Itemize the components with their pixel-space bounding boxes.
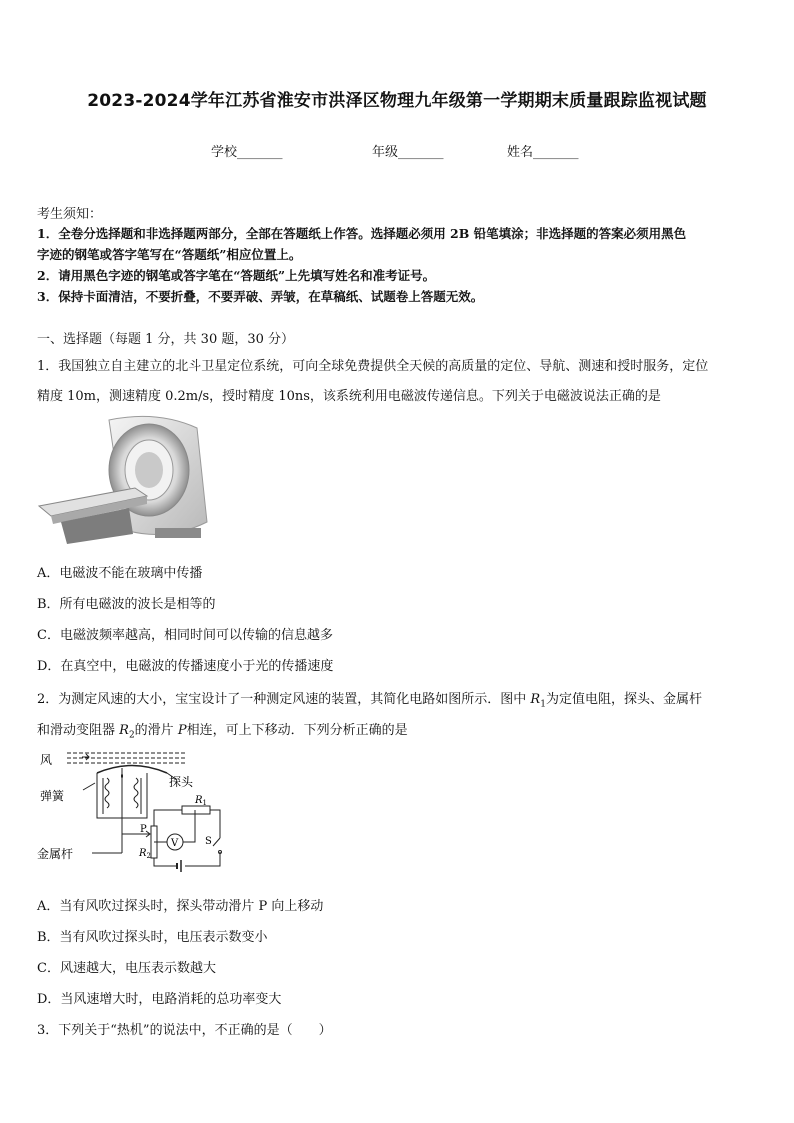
notice-item-1-cont: 字迹的钢笔或答字笔写在“答题纸”相应位置上。 [37,247,302,262]
q1-option-d: D．在真空中，电磁波的传播速度小于光的传播速度 [37,659,334,674]
mri-scanner-figure [37,410,209,548]
q2-option-b: B．当有风吹过探头时，电压表示数变小 [37,930,268,945]
q2-stem-line2: 和滑动变阻器 $R_2$的滑片 P相连，可上下移动．下列分析正确的是 [37,723,408,741]
fig-label-wind: 风 [40,753,53,767]
q2-stem-line1: 2．为测定风速的大小，宝宝设计了一种测定风速的装置，其简化电路如图所示．图中 $R_1$为定值电阻，探头、金属杆 [37,692,702,710]
q1-stem-line2: 精度 10m，测速精度 0.2m/s，授时精度 10ns，该系统利用电磁波传递信息。下列关于电磁波说法正确的是 [37,389,661,404]
q1-option-c: C．电磁波频率越高，相同时间可以传输的信息越多 [37,628,333,643]
q2-option-c: C．风速越大，电压表示数越大 [37,961,216,976]
notice-item-2: 2．请用黑色字迹的钢笔或答字笔在“答题纸”上先填写姓名和准考证号。 [37,268,436,283]
q2-option-a: A．当有风吹过探头时，探头带动滑片 P 向上移动 [37,899,324,914]
q1-stem-line1: 1．我国独立自主建立的北斗卫星定位系统，可向全球免费提供全天候的高质量的定位、导航、测速和授时服务，定位 [37,359,709,374]
notice-item-3: 3．保持卡面清洁，不要折叠，不要弄破、弄皱，在草稿纸、试题卷上答题无效。 [37,289,484,304]
school-field: 学校_______ [211,145,283,160]
q1-option-a: A．电磁波不能在玻璃中传播 [37,566,203,581]
fig-label-s: S [205,836,212,847]
section-heading: 一、选择题（每题 1 分，共 30 题，30 分） [37,332,295,347]
fig-label-probe: 探头 [169,775,194,789]
fig-label-v: V [171,838,179,849]
fig-label-r2: $R_2$ [139,848,151,860]
q2-option-d: D．当风速增大时，电路消耗的总功率变大 [37,992,282,1007]
fig-label-rod: 金属杆 [37,847,74,861]
q1-option-b: B．所有电磁波的波长是相等的 [37,597,216,612]
name-field: 姓名_______ [507,145,579,160]
notice-item-1: 1．全卷分选择题和非选择题两部分，全部在答题纸上作答。选择题必须用 2B 铅笔填涂；非选择题的答案必须用黑色 [37,226,687,241]
fig-label-r1: $R_1$ [195,795,207,807]
notice-heading: 考生须知： [37,207,103,222]
fig-label-p: P [140,824,147,835]
q3-stem-line1: 3．下列关于“热机”的说法中，不正确的是（ ） [37,1023,332,1038]
fig-label-spring: 弹簧 [40,789,65,803]
grade-field: 年级_______ [372,145,444,160]
wind-speed-circuit-figure [37,748,227,873]
page-title: 2023-2024学年江苏省淮安市洪泽区物理九年级第一学期期末质量跟踪监视试题 [87,91,707,111]
